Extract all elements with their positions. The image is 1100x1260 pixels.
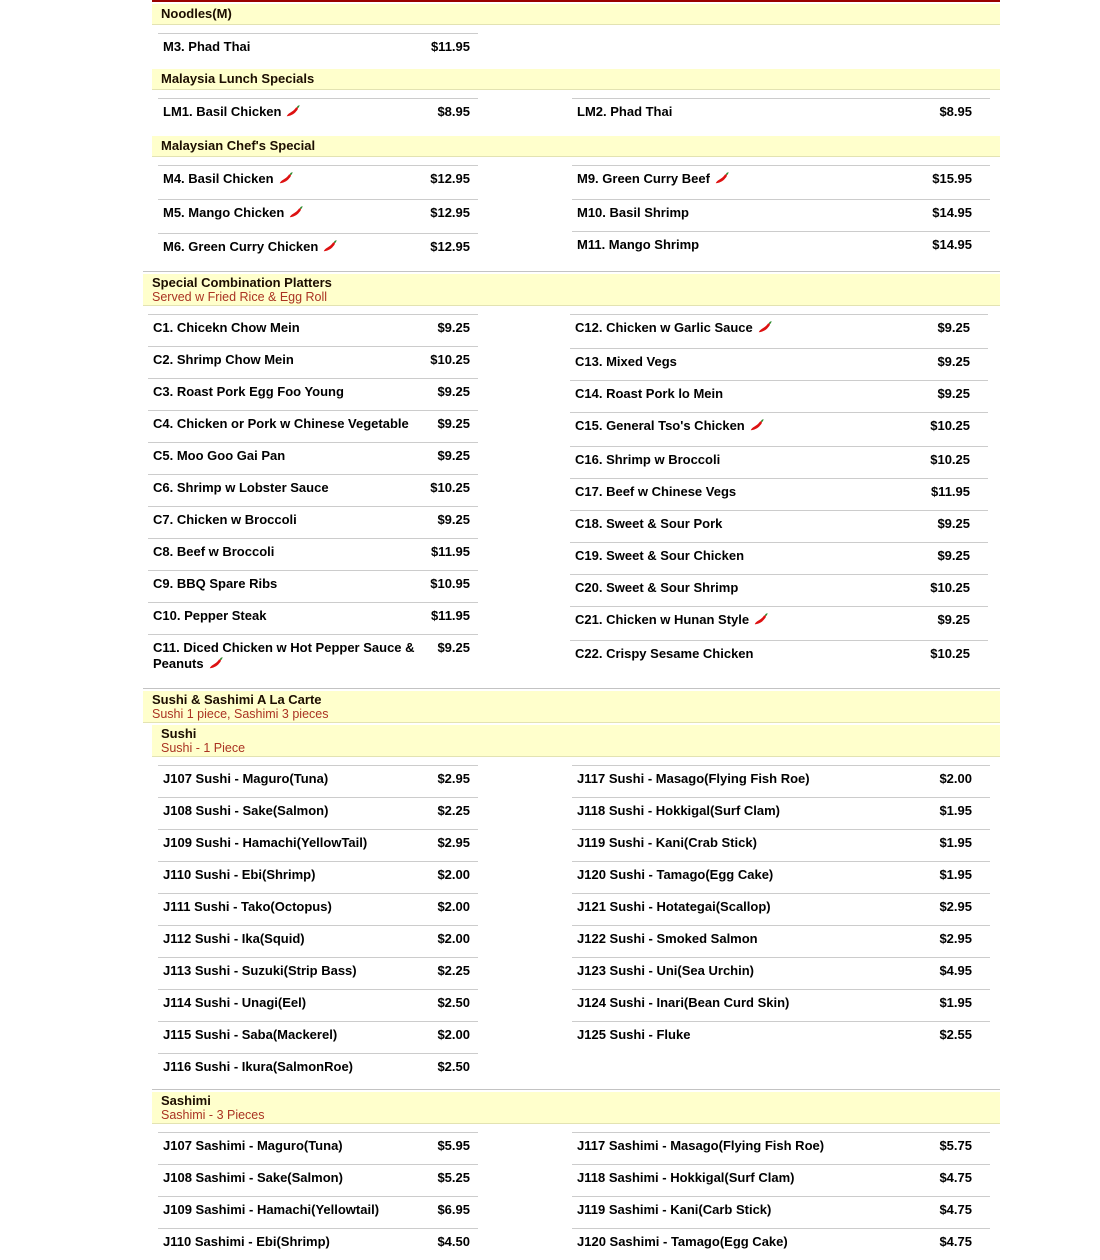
menu-item-price: $6.95: [437, 1202, 470, 1217]
menu-item-name-text: J110 Sashimi - Ebi(Shrimp): [163, 1234, 330, 1249]
chili-pepper-icon: [289, 205, 304, 223]
menu-item-name-text: J120 Sashimi - Tamago(Egg Cake): [577, 1234, 788, 1249]
menu-column-left: [148, 314, 478, 684]
menu-item-price: $2.00: [437, 899, 470, 914]
menu-item-price: $15.95: [932, 171, 972, 186]
menu-item-price: $1.95: [939, 803, 972, 818]
menu-item-price: $2.50: [437, 1059, 470, 1074]
menu-item-price: $9.25: [937, 612, 970, 627]
menu-column-right: [570, 314, 988, 672]
menu-item-row[interactable]: [570, 606, 988, 640]
section-header: [152, 4, 1000, 25]
section-title: Malaysian Chef's Special: [161, 138, 316, 153]
menu-column-left: [158, 765, 478, 1085]
menu-item-name: [148, 544, 425, 560]
chili-pepper-icon: [209, 656, 224, 674]
menu: [143, 0, 1000, 1260]
menu-item-name: [570, 580, 924, 596]
menu-item-name-text: J109 Sushi - Hamachi(YellowTail): [163, 835, 368, 850]
menu-item-name: [158, 1059, 431, 1075]
section-header: [152, 725, 1000, 757]
menu-item-price: $9.25: [437, 416, 470, 431]
menu-item-price: $5.95: [437, 1138, 470, 1153]
section-title: Noodles(M): [161, 6, 232, 21]
menu-item-name: [572, 171, 926, 189]
menu-column-left: [158, 33, 478, 65]
menu-item-row[interactable]: [158, 165, 478, 199]
menu-item-name: [572, 995, 933, 1011]
menu-item-row[interactable]: [158, 861, 478, 893]
menu-item-name-text: J124 Sushi - Inari(Bean Curd Skin): [577, 995, 790, 1010]
menu-item-name: [148, 384, 431, 400]
menu-item-row[interactable]: [148, 378, 478, 410]
menu-item-name-text: J118 Sashimi - Hokkigal(Surf Clam): [577, 1170, 795, 1185]
menu-item-name-text: J107 Sushi - Maguro(Tuna): [163, 771, 329, 786]
menu-item-name: [148, 640, 431, 674]
section-header: [152, 1092, 1000, 1124]
menu-item-name-text: J119 Sushi - Kani(Crab Stick): [577, 835, 757, 850]
menu-item-name: [158, 867, 431, 883]
menu-item-row[interactable]: [572, 893, 990, 925]
menu-item-price: $2.95: [939, 899, 972, 914]
menu-item-price: $1.95: [939, 867, 972, 882]
menu-item-name: [570, 548, 931, 564]
menu-item-name: [570, 354, 931, 370]
menu-item-price: $11.95: [430, 544, 470, 559]
menu-item-row[interactable]: [570, 446, 988, 478]
menu-item-name-text: C16. Shrimp w Broccoli: [575, 452, 721, 467]
section-items: [143, 306, 1000, 684]
section-title: Special Combination Platters: [152, 275, 332, 290]
menu-item-row[interactable]: [572, 231, 990, 263]
menu-item-row[interactable]: [158, 233, 478, 267]
section-subtitle: Sushi 1 piece, Sashimi 3 pieces: [152, 707, 329, 721]
menu-item-name-text: J108 Sashimi - Sake(Salmon): [163, 1170, 343, 1185]
menu-item-name-text: C6. Shrimp w Lobster Sauce: [153, 480, 329, 495]
menu-item-name: [572, 1138, 933, 1154]
menu-item-name: [572, 867, 933, 883]
menu-item-name-text: J125 Sushi - Fluke: [577, 1027, 691, 1042]
menu-column-right: [572, 1132, 990, 1260]
menu-item-row[interactable]: [570, 380, 988, 412]
menu-item-name: [572, 205, 926, 221]
menu-item-price: $9.25: [437, 448, 470, 463]
menu-item-price: $4.75: [939, 1202, 972, 1217]
menu-item-row[interactable]: [572, 1228, 990, 1260]
menu-item-name: [148, 608, 425, 624]
menu-item-name: [158, 104, 431, 122]
section-divider-line: [152, 1089, 1000, 1090]
menu-item-name-text: J118 Sushi - Hokkigal(Surf Clam): [577, 803, 781, 818]
section-noodles-m: [152, 0, 1000, 65]
menu-item-name: [148, 448, 431, 464]
menu-item-name: [570, 646, 924, 662]
menu-item-name: [158, 1202, 431, 1218]
menu-column-left: [158, 98, 478, 132]
menu-item-price: $10.25: [930, 452, 970, 467]
menu-item-row[interactable]: [148, 506, 478, 538]
section-malaysia-lunch-specials: [152, 69, 1000, 132]
menu-item-row[interactable]: [572, 925, 990, 957]
menu-item-row[interactable]: [158, 893, 478, 925]
menu-item-price: $10.95: [430, 576, 470, 591]
menu-item-name-text: C21. Chicken w Hunan Style: [575, 612, 750, 627]
section-items: [152, 25, 1000, 65]
menu-column-right: [572, 765, 990, 1053]
menu-item-row[interactable]: [158, 33, 478, 65]
menu-item-row[interactable]: [572, 989, 990, 1021]
menu-item-name-text: J112 Sushi - Ika(Squid): [163, 931, 305, 946]
section-header: [152, 136, 1000, 157]
menu-item-name: [158, 1170, 431, 1186]
section-malaysian-chef-s-special: [152, 136, 1000, 267]
menu-item-price: $10.25: [930, 646, 970, 661]
section-subtitle: Sushi - 1 Piece: [161, 741, 246, 755]
menu-item-name: [148, 416, 431, 432]
section-title: Sushi & Sashimi A La Carte: [152, 692, 322, 707]
menu-item-row[interactable]: [158, 1164, 478, 1196]
menu-item-name-text: J113 Sushi - Suzuki(Strip Bass): [163, 963, 357, 978]
menu-item-name-text: C8. Beef w Broccoli: [153, 544, 275, 559]
menu-item-name: [570, 452, 924, 468]
menu-item-name-text: C4. Chicken or Pork w Chinese Vegetable: [153, 416, 409, 431]
menu-item-name: [148, 320, 431, 336]
menu-item-row[interactable]: [570, 314, 988, 348]
menu-item-price: $9.25: [937, 516, 970, 531]
menu-item-name-text: C14. Roast Pork lo Mein: [575, 386, 724, 401]
menu-item-name: [572, 1170, 933, 1186]
menu-item-price: $4.75: [939, 1170, 972, 1185]
menu-item-row[interactable]: [148, 538, 478, 570]
section-title: Malaysia Lunch Specials: [161, 71, 315, 86]
menu-item-name-text: J123 Sushi - Uni(Sea Urchin): [577, 963, 754, 978]
menu-item-name-text: M11. Mango Shrimp: [577, 237, 700, 252]
menu-item-row[interactable]: [158, 1132, 478, 1164]
menu-item-name-text: C13. Mixed Vegs: [575, 354, 677, 369]
menu-item-row[interactable]: [570, 348, 988, 380]
menu-item-row[interactable]: [158, 925, 478, 957]
menu-item-name-text: C2. Shrimp Chow Mein: [153, 352, 294, 367]
menu-item-name-text: J120 Sushi - Tamago(Egg Cake): [577, 867, 774, 882]
menu-column-left: [158, 165, 478, 267]
menu-item-price: $11.95: [930, 484, 970, 499]
menu-item-name-text: J122 Sushi - Smoked Salmon: [577, 931, 758, 946]
menu-item-price: $2.00: [437, 867, 470, 882]
menu-item-name: [572, 963, 933, 979]
menu-item-name-text: J117 Sushi - Masago(Flying Fish Roe): [577, 771, 810, 786]
menu-item-name: [158, 1138, 431, 1154]
section-divider-line: [143, 271, 1000, 272]
menu-item-row[interactable]: [158, 1196, 478, 1228]
menu-item-price: $8.95: [437, 104, 470, 119]
menu-item-name-text: J107 Sashimi - Maguro(Tuna): [163, 1138, 343, 1153]
menu-item-name: [158, 1027, 431, 1043]
menu-item-name-text: C3. Roast Pork Egg Foo Young: [153, 384, 344, 399]
menu-item-name: [570, 516, 931, 532]
menu-item-price: $2.95: [939, 931, 972, 946]
menu-item-row[interactable]: [148, 570, 478, 602]
menu-item-price: $1.95: [939, 995, 972, 1010]
menu-item-row[interactable]: [572, 1164, 990, 1196]
chili-pepper-icon: [750, 418, 765, 436]
section-subtitle: Sashimi - 3 Pieces: [161, 1108, 265, 1122]
chili-pepper-icon: [758, 320, 773, 338]
menu-item-price: $2.00: [437, 1027, 470, 1042]
menu-item-price: $5.25: [437, 1170, 470, 1185]
menu-item-name-text: J116 Sushi - Ikura(SalmonRoe): [163, 1059, 354, 1074]
menu-item-row[interactable]: [158, 1021, 478, 1053]
menu-item-price: $9.25: [437, 384, 470, 399]
menu-item-price: $8.95: [939, 104, 972, 119]
section-sushi: [152, 725, 1000, 1085]
menu-item-row[interactable]: [570, 640, 988, 672]
top-accent-line: [152, 0, 1000, 2]
menu-item-name-text: C7. Chicken w Broccoli: [153, 512, 297, 527]
section-items: [152, 1124, 1000, 1260]
menu-item-price: $9.25: [937, 354, 970, 369]
menu-item-name-text: J115 Sushi - Saba(Mackerel): [163, 1027, 338, 1042]
menu-item-name: [572, 899, 933, 915]
menu-item-name: [572, 931, 933, 947]
menu-column-right: [572, 165, 990, 263]
menu-item-price: $10.25: [430, 352, 470, 367]
menu-item-row[interactable]: [148, 442, 478, 474]
menu-item-price: $4.75: [939, 1234, 972, 1249]
menu-item-price: $11.95: [430, 39, 470, 54]
menu-item-price: $4.50: [437, 1234, 470, 1249]
chili-pepper-icon: [279, 171, 294, 189]
menu-item-row[interactable]: [158, 829, 478, 861]
chili-pepper-icon: [323, 239, 338, 257]
menu-item-price: $9.25: [437, 640, 470, 655]
menu-item-name: [572, 1202, 933, 1218]
menu-item-name-text: LM2. Phad Thai: [577, 104, 673, 119]
menu-item-price: $1.95: [939, 835, 972, 850]
menu-item-price: $10.25: [930, 580, 970, 595]
menu-item-name-text: C1. Chicekn Chow Mein: [153, 320, 300, 335]
menu-item-row[interactable]: [572, 957, 990, 989]
menu-item-row[interactable]: [158, 1053, 478, 1085]
menu-item-name-text: J114 Sushi - Unagi(Eel): [163, 995, 307, 1010]
menu-item-name-text: J117 Sashimi - Masago(Flying Fish Roe): [577, 1138, 825, 1153]
menu-item-row[interactable]: [572, 165, 990, 199]
menu-item-row[interactable]: [158, 957, 478, 989]
menu-item-price: $9.25: [437, 512, 470, 527]
chili-pepper-icon: [715, 171, 730, 189]
menu-item-name: [572, 1234, 933, 1250]
menu-item-row[interactable]: [570, 574, 988, 606]
menu-item-name: [158, 171, 424, 189]
section-header: [143, 274, 1000, 306]
menu-item-price: $2.00: [939, 771, 972, 786]
section-sushi-sashimi-a-la-carte: [143, 688, 1000, 723]
menu-item-name: [570, 612, 931, 630]
menu-item-row[interactable]: [572, 199, 990, 231]
chili-pepper-icon: [286, 104, 301, 122]
section-header: [143, 691, 1000, 723]
menu-item-row[interactable]: [570, 542, 988, 574]
menu-item-price: $2.95: [437, 835, 470, 850]
menu-item-row[interactable]: [148, 602, 478, 634]
menu-item-name-text: M6. Green Curry Chicken: [163, 239, 319, 254]
menu-item-row[interactable]: [572, 765, 990, 797]
menu-item-name: [158, 205, 424, 223]
menu-item-row[interactable]: [158, 989, 478, 1021]
menu-item-name: [148, 352, 424, 368]
menu-item-name: [158, 39, 425, 55]
menu-item-price: $14.95: [932, 237, 972, 252]
menu-item-price: $9.25: [937, 320, 970, 335]
menu-item-row[interactable]: [158, 1228, 478, 1260]
menu-item-name-text: M3. Phad Thai: [163, 39, 251, 54]
section-sashimi: [152, 1089, 1000, 1260]
menu-item-price: $4.95: [939, 963, 972, 978]
menu-item-row[interactable]: [148, 410, 478, 442]
menu-item-row[interactable]: [148, 346, 478, 378]
menu-item-name: [572, 771, 933, 787]
menu-item-row[interactable]: [570, 510, 988, 542]
menu-item-row[interactable]: [148, 314, 478, 346]
section-title: Sushi: [161, 726, 197, 741]
section-items: [152, 757, 1000, 1085]
menu-item-name-text: J109 Sashimi - Hamachi(Yellowtail): [163, 1202, 380, 1217]
menu-item-price: $2.25: [437, 803, 470, 818]
section-title: Sashimi: [161, 1093, 211, 1108]
menu-item-row[interactable]: [572, 98, 990, 130]
menu-item-name: [158, 239, 424, 257]
menu-item-price: $10.25: [930, 418, 970, 433]
menu-item-price: $2.25: [437, 963, 470, 978]
menu-item-name: [148, 512, 431, 528]
chili-pepper-icon: [754, 612, 769, 630]
menu-item-name-text: C15. General Tso's Chicken: [575, 418, 745, 433]
menu-item-name: [570, 418, 924, 436]
menu-item-name-text: C17. Beef w Chinese Vegs: [575, 484, 737, 499]
section-special-combination-platters: [143, 271, 1000, 684]
menu-item-row[interactable]: [572, 1021, 990, 1053]
menu-column-left: [158, 1132, 478, 1260]
menu-item-row[interactable]: [572, 1132, 990, 1164]
menu-item-row[interactable]: [158, 199, 478, 233]
menu-item-name: [572, 803, 933, 819]
menu-item-row[interactable]: [570, 412, 988, 446]
menu-item-name-text: J111 Sushi - Tako(Octopus): [163, 899, 332, 914]
menu-item-name-text: J108 Sushi - Sake(Salmon): [163, 803, 329, 818]
menu-item-name: [158, 835, 431, 851]
menu-item-name: [158, 771, 431, 787]
menu-item-name-text: C10. Pepper Steak: [153, 608, 267, 623]
menu-item-price: $12.95: [430, 239, 470, 254]
menu-item-row[interactable]: [158, 797, 478, 829]
menu-item-row[interactable]: [148, 634, 478, 684]
menu-item-name-text: M10. Basil Shrimp: [577, 205, 689, 220]
menu-item-name-text: J121 Sushi - Hotategai(Scallop): [577, 899, 771, 914]
menu-item-row[interactable]: [572, 861, 990, 893]
menu-item-name: [158, 899, 431, 915]
menu-item-name: [158, 931, 431, 947]
menu-item-name-text: M9. Green Curry Beef: [577, 171, 710, 186]
section-divider-line: [143, 688, 1000, 689]
menu-item-name-text: J110 Sushi - Ebi(Shrimp): [163, 867, 316, 882]
menu-item-price: $2.95: [437, 771, 470, 786]
menu-item-row[interactable]: [572, 797, 990, 829]
menu-item-name: [158, 803, 431, 819]
menu-item-name: [572, 1027, 933, 1043]
menu-item-name-text: C12. Chicken w Garlic Sauce: [575, 320, 753, 335]
menu-item-row[interactable]: [148, 474, 478, 506]
menu-item-name: [570, 484, 925, 500]
menu-item-name-text: C18. Sweet & Sour Pork: [575, 516, 723, 531]
menu-item-name: [570, 386, 931, 402]
menu-item-price: $2.00: [437, 931, 470, 946]
menu-item-row[interactable]: [572, 1196, 990, 1228]
section-items: [152, 90, 1000, 132]
menu-item-price: $11.95: [430, 608, 470, 623]
section-header: [152, 69, 1000, 90]
menu-item-name: [158, 995, 431, 1011]
menu-item-row[interactable]: [570, 478, 988, 510]
menu-item-price: $2.55: [939, 1027, 972, 1042]
menu-item-row[interactable]: [158, 98, 478, 132]
menu-item-price: $12.95: [430, 171, 470, 186]
menu-item-price: $5.75: [939, 1138, 972, 1153]
menu-item-name-text: C22. Crispy Sesame Chicken: [575, 646, 754, 661]
menu-item-price: $10.25: [430, 480, 470, 495]
menu-item-name-text: J119 Sashimi - Kani(Carb Stick): [577, 1202, 772, 1217]
menu-item-name-text: C11. Diced Chicken w Hot Pepper Sauce & Peanuts: [153, 640, 415, 671]
menu-item-price: $12.95: [430, 205, 470, 220]
menu-item-name-text: C20. Sweet & Sour Shrimp: [575, 580, 739, 595]
menu-item-name: [158, 1234, 431, 1250]
menu-column-right: [572, 98, 990, 130]
section-items: [152, 157, 1000, 267]
menu-item-name: [158, 963, 431, 979]
menu-item-name: [148, 576, 424, 592]
menu-item-price: $9.25: [937, 548, 970, 563]
menu-item-name: [572, 835, 933, 851]
menu-item-name-text: M5. Mango Chicken: [163, 205, 285, 220]
menu-item-row[interactable]: [572, 829, 990, 861]
menu-item-name: [572, 237, 926, 253]
menu-item-name-text: M4. Basil Chicken: [163, 171, 274, 186]
menu-item-row[interactable]: [158, 765, 478, 797]
menu-item-price: $2.50: [437, 995, 470, 1010]
menu-item-price: $14.95: [932, 205, 972, 220]
section-subtitle: Served w Fried Rice & Egg Roll: [152, 290, 328, 304]
menu-item-name-text: C5. Moo Goo Gai Pan: [153, 448, 286, 463]
menu-item-name: [570, 320, 931, 338]
menu-item-name-text: C19. Sweet & Sour Chicken: [575, 548, 745, 563]
menu-item-name: [148, 480, 424, 496]
menu-item-name: [572, 104, 933, 120]
menu-item-name-text: LM1. Basil Chicken: [163, 104, 282, 119]
menu-item-name-text: C9. BBQ Spare Ribs: [153, 576, 278, 591]
menu-item-price: $9.25: [937, 386, 970, 401]
menu-item-price: $9.25: [437, 320, 470, 335]
